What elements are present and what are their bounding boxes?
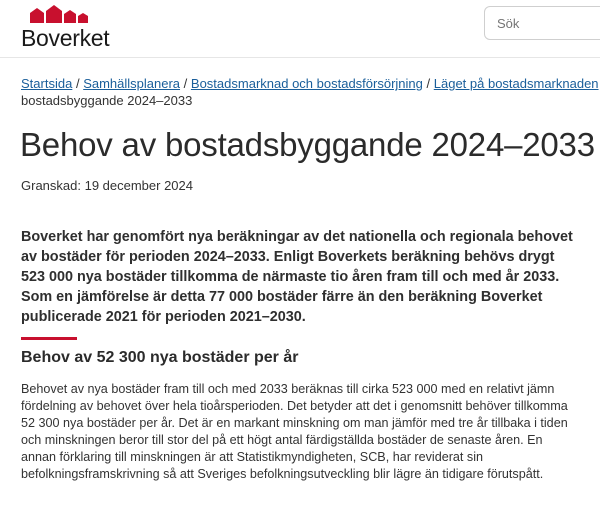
- breadcrumb-separator: /: [75, 76, 80, 91]
- section-body-paragraph: Behovet av nya bostäder fram till och med 2033 beräknas till cirka 523 000 med en relativt jämn fördelning av behovet över hela tioårsperioden. Det betyder att det i genomsnitt behöver tillkomma 52 300 nya bostäder per år. Det är en markant minskning om man jämför med tre år tillbaka i tiden och minskningen beror till stor del på ett högt antal färdigställda bostäder de senaste åren. En annan förklaring till minskningen är att Statistikmyndigheten, SCB, har reviderat sin befolkningsframskrivning så att Sveriges befolkningsutveckling blir lägre än tidigare förutspått.: [21, 382, 568, 481]
- page-title: Behov av bostadsbyggande 2024–2033: [20, 126, 595, 163]
- site-header: [0, 0, 600, 58]
- breadcrumb-current: bostadsbyggande 2024–2033: [21, 93, 193, 108]
- section-divider: [21, 337, 77, 340]
- breadcrumb-separator: /: [426, 76, 431, 91]
- reviewed-date: Granskad: 19 december 2024: [21, 178, 193, 193]
- lead-paragraph: Boverket har genomfört nya beräkningar av det nationella och regionala behovet av bostäder för perioden 2024–2033. Enligt Boverkets beräkning behövs drygt 523 000 nya bostäder tillkomma de närmaste tio åren fram till och med år 2033. Som en jämförelse är detta 77 000 bostäder färre än den beräkning Boverket publicerade 2021 för perioden 2021–2030.: [21, 229, 573, 325]
- logo-text: Boverket: [21, 25, 110, 51]
- section-heading: Behov av 52 300 nya bostäder per år: [21, 349, 299, 366]
- roofs-icon: [30, 5, 92, 23]
- breadcrumb-link-startsida[interactable]: Startsida: [21, 76, 73, 91]
- breadcrumb-link-laget-pa-bostadsmarknaden[interactable]: Läget på bostadsmarknaden: [433, 76, 599, 91]
- breadcrumb-separator: /: [183, 76, 188, 91]
- search-input[interactable]: [484, 6, 600, 40]
- breadcrumb: [21, 75, 600, 109]
- boverket-logo[interactable]: [21, 5, 111, 51]
- breadcrumb-link-samhallsplanera[interactable]: Samhällsplanera: [83, 76, 181, 91]
- breadcrumb-link-bostadsmarknad[interactable]: Bostadsmarknad och bostadsförsörjning: [190, 76, 423, 91]
